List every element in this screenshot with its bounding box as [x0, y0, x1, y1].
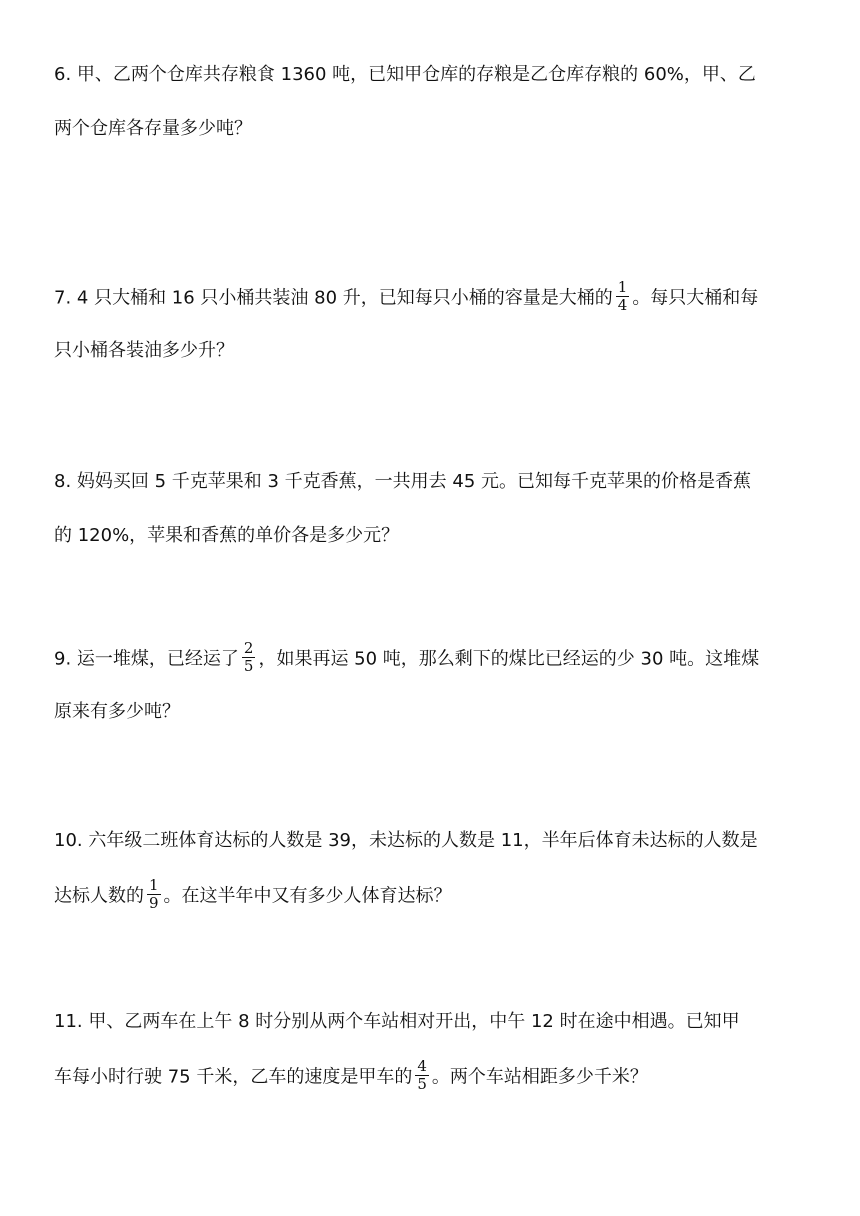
- problem-6-line-1: 6. 甲、乙两个仓库共存粮食 1360 吨，已知甲仓库的存粮是乙仓库存粮的 60%，甲、乙: [54, 64, 756, 85]
- problem-9-line-2: 原来有多少吨？: [54, 701, 180, 722]
- fraction-denominator: 4: [617, 296, 628, 314]
- fraction-numerator: 1: [149, 876, 159, 894]
- fraction-two-fifths: [242, 641, 256, 674]
- fraction-one-quarter: [616, 280, 630, 313]
- problem-8-line-2: 的 120%，苹果和香蕉的单价各是多少元？: [54, 525, 400, 546]
- problem-7: [54, 278, 810, 366]
- fraction-denominator: 5: [417, 1075, 427, 1093]
- problem-6: [54, 60, 810, 144]
- problem-10-line-1: 10. 六年级二班体育达标的人数是 39，未达标的人数是 11，半年后体育未达标的人数是: [54, 830, 758, 851]
- fraction-numerator: 2: [243, 639, 254, 657]
- problem-10: [54, 826, 810, 910]
- fraction-four-fifths: [415, 1059, 429, 1092]
- problem-7-text-before: 7. 4 只大桶和 16 只小桶共装油 80 升，已知每只小桶的容量是大桶的: [54, 287, 613, 309]
- fraction-one-ninth: [147, 878, 161, 911]
- problem-6-line-2: 两个仓库各存量多少吨？: [54, 118, 252, 139]
- fraction-denominator: 5: [243, 657, 254, 675]
- problem-11-text-after: 。两个车站相距多少千米？: [431, 1066, 648, 1088]
- fraction-denominator: 9: [149, 894, 159, 912]
- problem-7-line-2: 只小桶各装油多少升？: [54, 340, 234, 361]
- problem-10-text-after: 。在这半年中又有多少人体育达标？: [163, 885, 452, 907]
- problem-9-text-before: 9. 运一堆煤，已经运了: [54, 648, 239, 670]
- problem-9-line-1: [54, 639, 810, 675]
- problem-9-text-after: ，如果再运 50 吨，那么剩下的煤比已经运的少 30 吨。这堆煤: [258, 648, 760, 670]
- problem-11-line-2: [54, 1057, 810, 1093]
- problem-11: [54, 1007, 810, 1091]
- problem-11-line-1: 11. 甲、乙两车在上午 8 时分别从两个车站相对开出，中午 12 时在途中相遇。已知甲: [54, 1011, 740, 1032]
- problem-8-line-1: 8. 妈妈买回 5 千克苹果和 3 千克香蕉，一共用去 45 元。已知每千克苹果的价格是香蕉: [54, 471, 752, 492]
- problem-8: [54, 467, 810, 551]
- problem-10-text-before: 达标人数的: [54, 885, 144, 907]
- fraction-numerator: 1: [617, 278, 628, 296]
- problem-9: [54, 639, 810, 727]
- fraction-numerator: 4: [417, 1057, 427, 1075]
- problem-10-line-2: [54, 876, 810, 912]
- problem-11-text-before: 车每小时行驶 75 千米，乙车的速度是甲车的: [54, 1066, 413, 1088]
- problem-7-line-1: [54, 278, 810, 314]
- problem-7-text-after: 。每只大桶和每: [632, 287, 759, 309]
